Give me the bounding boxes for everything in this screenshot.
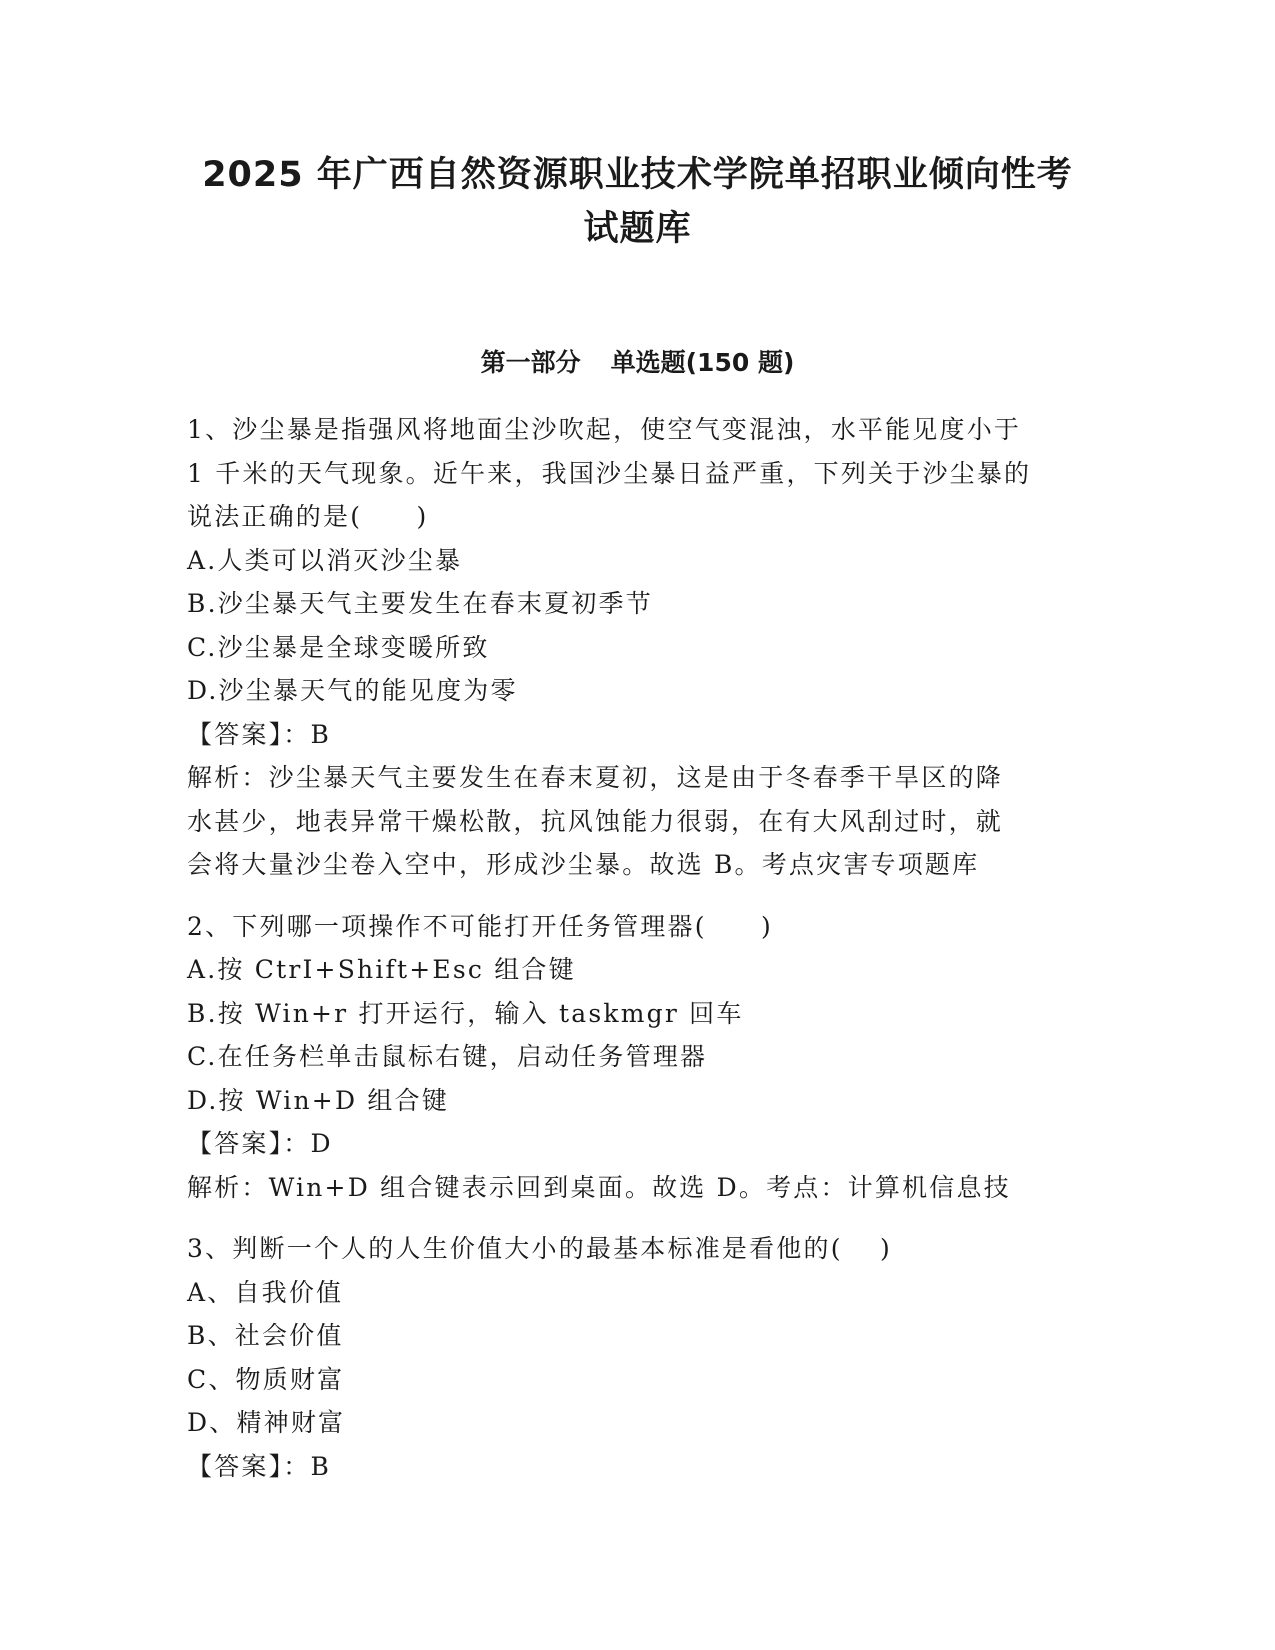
question-stem-line: 说法正确的是( ) — [187, 502, 429, 531]
analysis-line: 水甚少，地表异常干燥松散，抗风蚀能力很弱，在有大风刮过时，就 — [187, 806, 1004, 836]
option-a: A.按 CtrI+Shift+Esc 组合键 — [187, 955, 576, 984]
option-c: C.在任务栏单击鼠标右键，启动任务管理器 — [187, 1042, 708, 1071]
option-b: B.按 Win+r 打开运行，输入 taskmgr 回车 — [187, 998, 744, 1028]
document-title — [150, 148, 1125, 256]
document-title-line-1: 2025 年广西自然资源职业技术学院单招职业倾向性考 — [202, 155, 1073, 195]
option-d: D、精神财富 — [187, 1408, 346, 1437]
analysis-line: 会将大量沙尘卷入空中，形成沙尘暴。故选 B。考点灾害专项题库 — [187, 850, 980, 879]
option-a: A.人类可以消灭沙尘暴 — [187, 545, 463, 575]
analysis-line: 解析：Win+D 组合键表示回到桌面。故选 D。考点：计算机信息技 — [187, 1172, 1011, 1202]
option-d: D.按 Win+D 组合键 — [187, 1085, 449, 1115]
question-2 — [187, 905, 1087, 1210]
section-part-label: 第一部分 — [480, 348, 581, 377]
answer-line: 【答案】：B — [187, 719, 332, 749]
section-heading — [150, 345, 1125, 381]
option-b: B、社会价值 — [187, 1321, 344, 1350]
option-c: C、物质财富 — [187, 1364, 345, 1394]
option-c: C.沙尘暴是全球变暖所致 — [187, 632, 490, 662]
question-3 — [187, 1227, 1087, 1488]
question-stem-line: 1 千米的天气现象。近午来，我国沙尘暴日益严重，下列关于沙尘暴的 — [187, 458, 1032, 488]
question-1 — [187, 408, 1087, 887]
question-stem-line: 3、判断一个人的人生价值大小的最基本标准是看他的( ) — [187, 1234, 892, 1263]
document-title-line-2: 试题库 — [583, 209, 692, 249]
analysis-line: 解析：沙尘暴天气主要发生在春末夏初，这是由于冬春季干旱区的降 — [187, 763, 1004, 792]
option-b: B.沙尘暴天气主要发生在春末夏初季节 — [187, 589, 653, 618]
question-stem-line: 1、沙尘暴是指强风将地面尘沙吹起，使空气变混浊，水平能见度小于 — [187, 415, 1022, 444]
question-list — [187, 408, 1087, 1506]
answer-line: 【答案】：D — [187, 1129, 333, 1158]
option-a: A、自我价值 — [187, 1277, 344, 1307]
section-name-label: 单选题(150 题) — [610, 348, 795, 377]
answer-line: 【答案】：B — [187, 1451, 332, 1481]
question-stem-line: 2、下列哪一项操作不可能打开任务管理器( ) — [187, 911, 774, 941]
option-d: D.沙尘暴天气的能见度为零 — [187, 676, 518, 705]
